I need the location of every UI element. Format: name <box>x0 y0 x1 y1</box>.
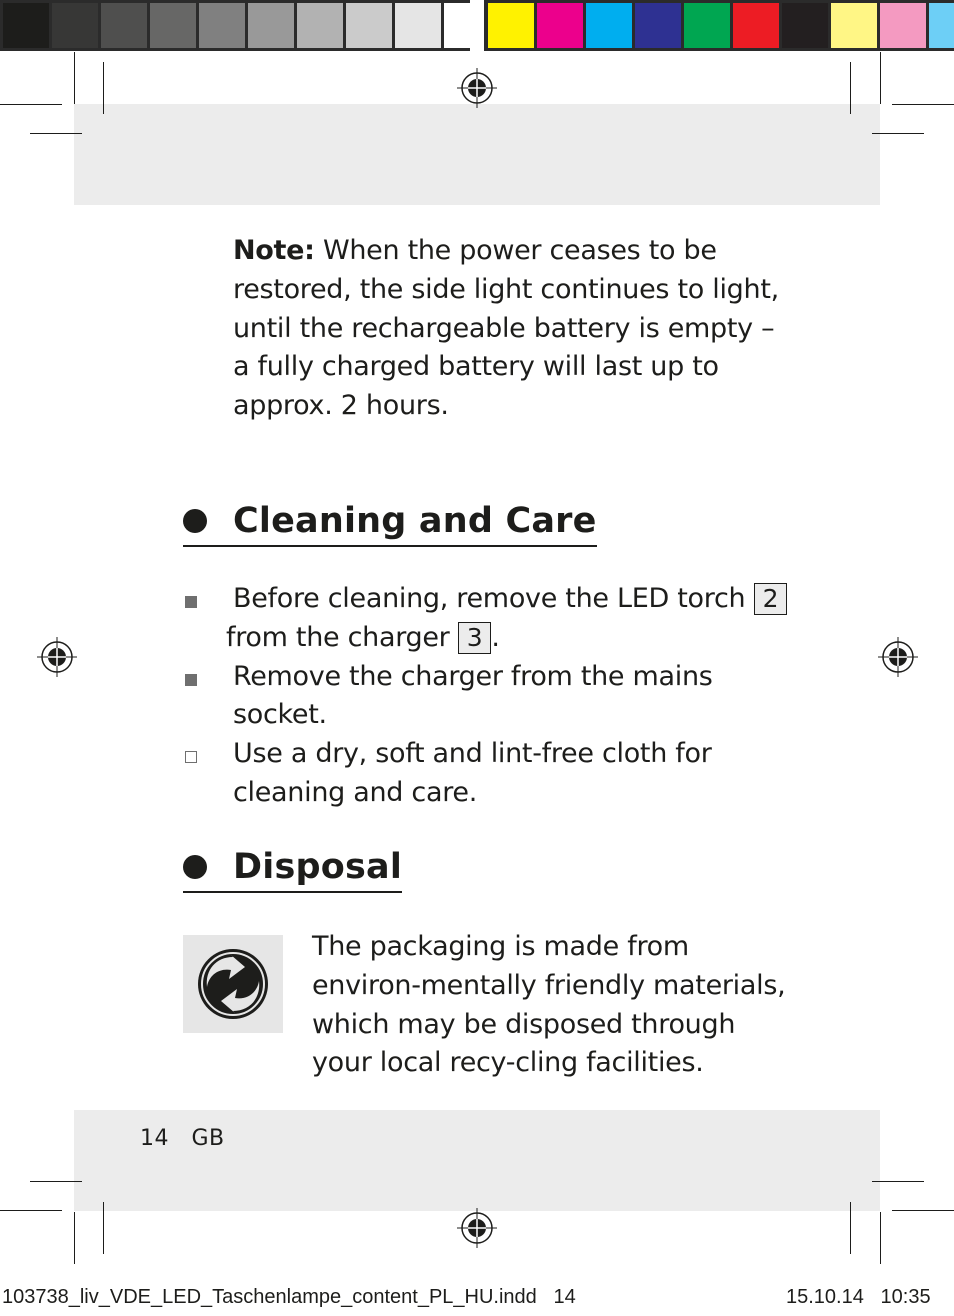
note-text: When the power ceases to be restored, the side light continues to light, until the rechargeable battery is empty – a fully charged battery will last up to approx. 2 hours. <box>233 235 779 422</box>
registration-mark-icon <box>457 68 497 108</box>
disposal-title: Disposal <box>233 847 403 887</box>
grey-swatch <box>248 3 294 48</box>
registration-mark-icon <box>37 637 77 677</box>
color-swatch <box>880 3 926 48</box>
crop-mark <box>30 1181 82 1182</box>
crop-mark <box>0 1210 62 1211</box>
ref-number: 2 <box>754 583 788 615</box>
heading-bullet-icon <box>183 855 207 879</box>
grey-swatch <box>395 3 441 48</box>
green-dot-recycling-icon <box>183 935 283 1033</box>
cleaning-heading <box>183 497 597 547</box>
crop-mark <box>850 62 851 114</box>
grey-swatch <box>101 3 147 48</box>
file-slug: 103738_liv_VDE_LED_Taschenlampe_content_PL_HU.indd 14 <box>2 1286 576 1308</box>
registration-mark-icon <box>878 637 918 677</box>
page-footer <box>140 1126 225 1151</box>
checkbox-square-icon <box>185 751 197 763</box>
crop-mark <box>30 133 82 134</box>
top-band <box>74 104 880 205</box>
color-swatch <box>635 3 681 48</box>
crop-mark <box>103 1202 104 1254</box>
crop-mark <box>880 52 881 104</box>
crop-mark <box>880 1212 881 1264</box>
cleaning-list <box>183 580 803 813</box>
disposal-paragraph: The packaging is made from environ-mentally friendly materials, which may be disposed through your local recy-cling facilities. <box>312 931 786 1079</box>
note-label: Note: <box>233 235 315 266</box>
color-swatch <box>831 3 877 48</box>
crop-mark <box>74 1212 75 1264</box>
color-swatch <box>782 3 828 48</box>
color-swatch <box>586 3 632 48</box>
ref-number: 3 <box>458 622 492 654</box>
date-slug: 15.10.14 10:35 <box>786 1286 931 1308</box>
grey-swatch <box>199 3 245 48</box>
grey-swatch <box>346 3 392 48</box>
page-number: 14 <box>140 1126 169 1151</box>
crop-mark <box>103 62 104 114</box>
list-item: Use a dry, soft and lint-free cloth for cleaning and care. <box>183 735 803 813</box>
list-item: Remove the charger from the mains socket. <box>183 658 803 736</box>
grey-swatch <box>297 3 343 48</box>
crop-mark <box>0 104 62 105</box>
registration-mark-icon <box>457 1208 497 1248</box>
square-bullet-icon <box>185 596 197 608</box>
square-bullet-icon <box>185 674 197 686</box>
crop-mark <box>850 1202 851 1254</box>
heading-bullet-icon <box>183 509 207 533</box>
language-code: GB <box>191 1126 225 1151</box>
note-paragraph <box>233 232 793 426</box>
grey-swatch <box>3 3 49 48</box>
crop-mark <box>872 133 924 134</box>
color-swatch <box>684 3 730 48</box>
crop-mark <box>872 1181 924 1182</box>
grey-swatch <box>150 3 196 48</box>
list-item: Before cleaning, remove the LED torch 2 from the charger 3 . <box>183 580 803 658</box>
color-swatch <box>537 3 583 48</box>
crop-mark <box>892 1210 954 1211</box>
grey-swatch <box>52 3 98 48</box>
cleaning-title: Cleaning and Care <box>233 501 597 541</box>
disposal-heading <box>183 843 402 893</box>
color-swatch <box>929 3 954 48</box>
crop-mark <box>74 52 75 104</box>
color-swatch <box>733 3 779 48</box>
color-swatch <box>488 3 534 48</box>
crop-mark <box>892 104 954 105</box>
